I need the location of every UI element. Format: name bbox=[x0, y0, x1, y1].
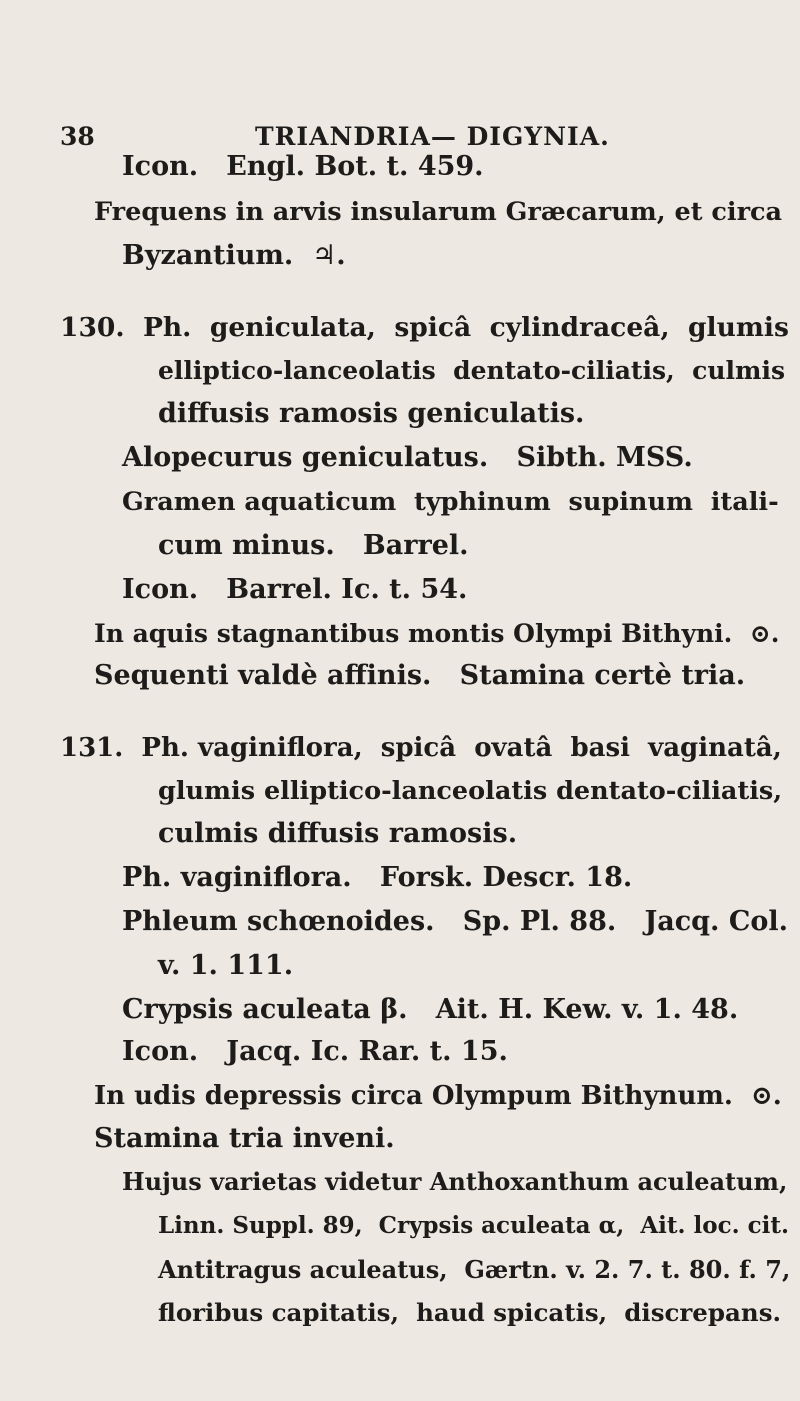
text-line: Stamina tria inveni. bbox=[94, 1123, 395, 1154]
text-line: In aquis stagnantibus montis Olympi Bithyni. ⊙. bbox=[94, 619, 780, 648]
text-line: Sequenti valdè affinis. Stamina certè tria. bbox=[94, 660, 746, 691]
page-number: 38 bbox=[60, 122, 95, 151]
text-line: Alopecurus geniculatus. Sibth. MSS. bbox=[122, 442, 693, 473]
text-line: Icon. Barrel. Ic. t. 54. bbox=[122, 574, 468, 605]
text-line: glumis elliptico-lanceolatis dentato-ciliatis, bbox=[158, 776, 783, 806]
text-line: Icon. Engl. Bot. t. 459. bbox=[122, 151, 484, 182]
text-line: elliptico-lanceolatis dentato-ciliatis, culmis bbox=[158, 356, 786, 385]
text-line: cum minus. Barrel. bbox=[158, 530, 469, 561]
text-line: 131. Ph. vaginiflora, spicâ ovatâ basi vaginatâ, bbox=[60, 733, 782, 763]
text-line: In udis depressis circa Olympum Bithynum. ⊙. bbox=[94, 1081, 782, 1111]
text-line: Byzantium. ♃. bbox=[122, 240, 346, 271]
text-line: diffusis ramosis geniculatis. bbox=[158, 398, 585, 429]
text-line: v. 1. 111. bbox=[158, 950, 294, 981]
text-line: Icon. Jacq. Ic. Rar. t. 15. bbox=[122, 1036, 508, 1067]
text-line: Antitragus aculeatus, Gærtn. v. 2. 7. t. 80. f. 7, bbox=[158, 1255, 791, 1284]
text-line: culmis diffusis ramosis. bbox=[158, 818, 518, 849]
text-line: Phleum schœnoides. Sp. Pl. 88. Jacq. Col. bbox=[122, 906, 788, 937]
text-line: Frequens in arvis insularum Græcarum, et circa bbox=[94, 197, 783, 227]
text-line: Ph. vaginiflora. Forsk. Descr. 18. bbox=[122, 862, 633, 893]
text-line: Crypsis aculeata β. Ait. H. Kew. v. 1. 48. bbox=[122, 994, 739, 1025]
text-line: floribus capitatis, haud spicatis, discrepans. bbox=[158, 1298, 782, 1327]
text-line: 130. Ph. geniculata, spicâ cylindraceâ, glumis bbox=[60, 312, 789, 343]
text-line: Linn. Suppl. 89, Crypsis aculeata α, Ait. loc. cit. bbox=[158, 1212, 790, 1239]
text-line: Hujus varietas videtur Anthoxanthum aculeatum, bbox=[122, 1167, 788, 1196]
text-line: Gramen aquaticum typhinum supinum itali- bbox=[122, 487, 779, 517]
running-title: TRIANDRIA— DIGYNIA. bbox=[255, 122, 610, 151]
